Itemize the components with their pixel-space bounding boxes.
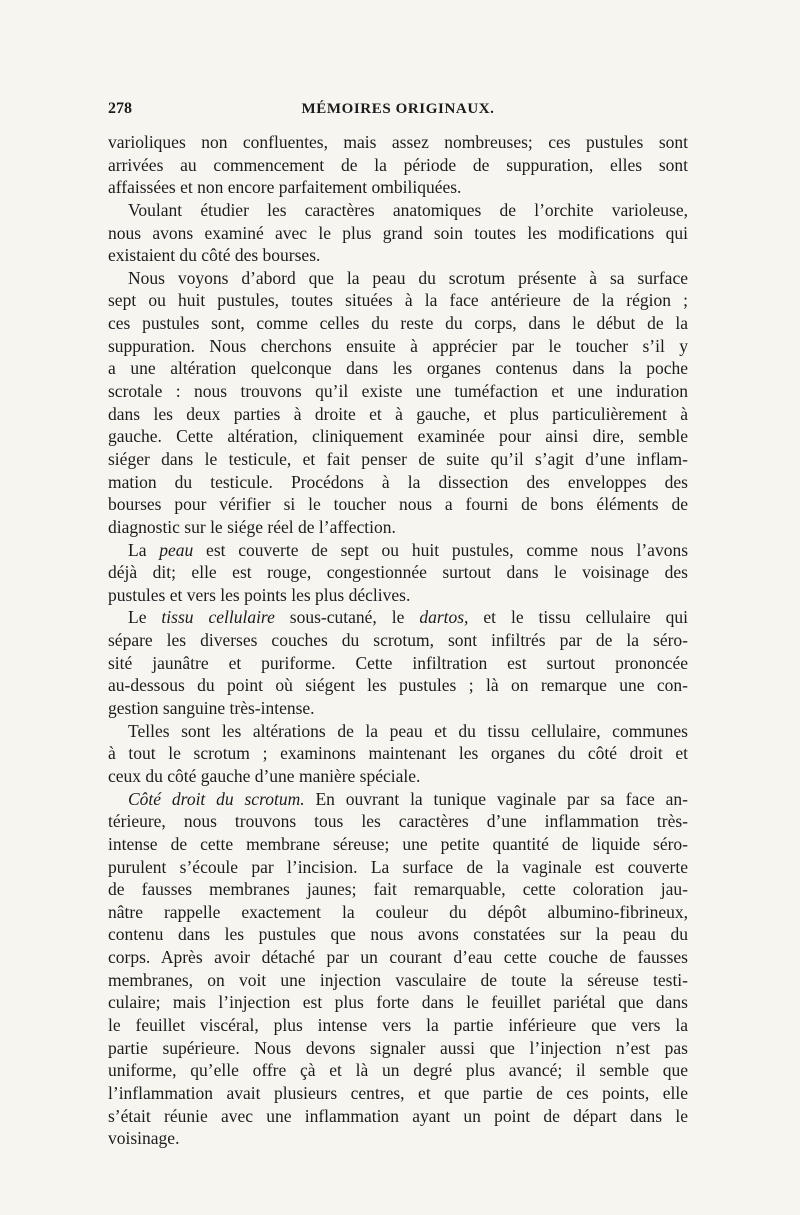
paragraph [108, 131, 688, 199]
text-segment: membranes, on voit une injection vasculaire de toute la séreuse testi- [108, 969, 688, 990]
text-segment: existaient du côté des bourses. [108, 245, 321, 266]
text-line [108, 222, 688, 245]
text-line [108, 357, 688, 380]
text-line [108, 923, 688, 946]
text-segment: affaissées et non encore parfaitement ombiliquées. [108, 177, 462, 198]
text-line [108, 403, 688, 426]
text-line [108, 765, 688, 788]
text-segment: sous-cutané, le [274, 607, 420, 628]
text-segment: s’était réunie avec une inflammation ayant un point de départ dans le [108, 1105, 688, 1126]
running-title: MÉMOIRES ORIGINAUX. [301, 101, 495, 117]
text-line [108, 199, 688, 222]
page-number: 278 [108, 100, 132, 117]
text-segment: pustules et vers les points les plus déclives. [108, 584, 411, 605]
text-line [108, 606, 688, 629]
text-segment: le feuillet viscéral, plus intense vers la partie inférieure que vers la [108, 1014, 688, 1035]
italic-term: tissu cellulaire [161, 607, 275, 628]
text-segment: purulent s’écoule par l’incision. La surface de la vaginale est couverte [108, 856, 688, 877]
paragraph [108, 606, 688, 719]
paragraph [108, 720, 688, 788]
text-line [108, 425, 688, 448]
text-line [108, 652, 688, 675]
text-line [108, 1059, 688, 1082]
text-line [108, 946, 688, 969]
text-line [108, 991, 688, 1014]
text-line [108, 471, 688, 494]
text-segment: et le tissu cellulaire qui [468, 607, 688, 628]
text-segment: au-dessous du point où siégent les pustules ; là on remarque une con- [108, 675, 688, 696]
text-segment: térieure, nous trouvons tous les caractères d’une inflammation très- [108, 811, 688, 832]
text-line [108, 1127, 688, 1150]
text-line [108, 697, 688, 720]
text-line [108, 289, 688, 312]
text-segment: varioliques non confluentes, mais assez nombreuses; ces pustules sont [108, 132, 688, 152]
text-segment: scrotale : nous trouvons qu’il existe une tuméfaction et une induration [108, 381, 688, 402]
text-segment: intense de cette membrane séreuse; une petite quantité de liquide séro- [108, 833, 688, 854]
text-line [108, 539, 688, 562]
text-segment: gauche. Cette altération, cliniquement examinée pour ainsi dire, semble [108, 426, 688, 447]
text-line [108, 969, 688, 992]
text-segment: Telles sont les altérations de la peau et du tissu cellulaire, communes [128, 720, 688, 741]
text-segment: siéger dans le testicule, et fait penser de suite qu’il s’agit d’une inflam- [108, 448, 688, 469]
paragraph [108, 539, 688, 607]
text-line [108, 833, 688, 856]
text-segment: Voulant étudier les caractères anatomiques de l’orchite varioleuse, [128, 199, 688, 220]
text-segment: l’inflammation avait plusieurs centres, et que partie de ces points, elle [108, 1082, 688, 1103]
text-line [108, 380, 688, 403]
text-line [108, 742, 688, 765]
text-line [108, 674, 688, 697]
text-line [108, 131, 688, 154]
text-segment: a une altération quelconque dans les organes contenus dans la poche [108, 358, 688, 379]
text-segment: sité jaunâtre et puriforme. Cette infiltration est surtout prononcée [108, 652, 688, 673]
text-line [108, 244, 688, 267]
page-header [108, 97, 688, 121]
text-segment: est couverte de sept ou huit pustules, comme nous l’avons [193, 539, 689, 560]
text-line [108, 720, 688, 743]
text-segment: ceux du côté gauche d’une manière spéciale. [108, 765, 421, 786]
text-segment: gestion sanguine très-intense. [108, 698, 315, 719]
text-segment: En ouvrant la tunique vaginale par sa face an- [304, 788, 688, 809]
paragraph [108, 267, 688, 539]
italic-term: peau [159, 539, 194, 560]
text-segment: corps. Après avoir détaché par un courant d’eau cette couche de fausses [108, 947, 688, 968]
text-line [108, 493, 688, 516]
text-line [108, 335, 688, 358]
paragraph [108, 199, 688, 267]
text-segment: à tout le scrotum ; examinons maintenant les organes du côté droit et [108, 743, 688, 764]
text-line [108, 516, 688, 539]
text-segment: nous avons examiné avec le plus grand soin toutes les modifications qui [108, 222, 688, 243]
text-segment: arrivées au commencement de la période de suppuration, elles sont [108, 154, 688, 175]
text-segment: culaire; mais l’injection est plus forte dans le feuillet pariétal que dans [108, 992, 688, 1013]
text-segment: de fausses membranes jaunes; fait remarquable, cette coloration jau- [108, 879, 688, 900]
text-segment: diagnostic sur le siége réel de l’affection. [108, 516, 396, 537]
text-segment: bourses pour vérifier si le toucher nous a fourni de bons éléments de [108, 494, 688, 515]
italic-term: dartos, [419, 607, 469, 628]
text-segment: Le [128, 607, 162, 628]
text-line [108, 267, 688, 290]
text-segment: nâtre rappelle exactement la couleur du dépôt albumino-fibrineux, [108, 901, 688, 922]
text-line [108, 312, 688, 335]
text-line [108, 1105, 688, 1128]
text-segment: contenu dans les pustules que nous avons constatées sur la peau du [108, 924, 688, 945]
text-line [108, 810, 688, 833]
text-line [108, 1082, 688, 1105]
text-segment: sept ou huit pustules, toutes situées à la face antérieure de la région ; [108, 290, 688, 311]
body-text [108, 131, 688, 1150]
text-segment: uniforme, qu’elle offre çà et là un degré plus avancé; il semble que [108, 1060, 688, 1081]
text-segment: Nous voyons d’abord que la peau du scrotum présente à sa surface [128, 267, 688, 288]
text-segment: La [128, 539, 160, 560]
text-segment: suppuration. Nous cherchons ensuite à apprécier par le toucher s’il y [108, 335, 688, 356]
text-line [108, 629, 688, 652]
paragraph [108, 788, 688, 1150]
text-line [108, 448, 688, 471]
text-segment: déjà dit; elle est rouge, congestionnée surtout dans le voisinage des [108, 562, 688, 583]
text-segment: mation du testicule. Procédons à la dissection des enveloppes des [108, 471, 688, 492]
text-segment: voisinage. [108, 1128, 180, 1149]
text-line [108, 584, 688, 607]
text-line [108, 176, 688, 199]
text-segment: ces pustules sont, comme celles du reste du corps, dans le début de la [108, 313, 688, 334]
text-segment: partie supérieure. Nous devons signaler aussi que l’injection n’est pas [108, 1037, 688, 1058]
italic-term: Côté droit du scrotum. [128, 788, 305, 809]
text-line [108, 1037, 688, 1060]
text-segment: sépare les diverses couches du scrotum, sont infiltrés par de la séro- [108, 630, 688, 651]
text-line [108, 878, 688, 901]
text-line [108, 856, 688, 879]
text-segment: dans les deux parties à droite et à gauche, et plus particulièrement à [108, 403, 688, 424]
text-line [108, 154, 688, 177]
text-line [108, 788, 688, 811]
text-line [108, 561, 688, 584]
text-line [108, 901, 688, 924]
text-line [108, 1014, 688, 1037]
